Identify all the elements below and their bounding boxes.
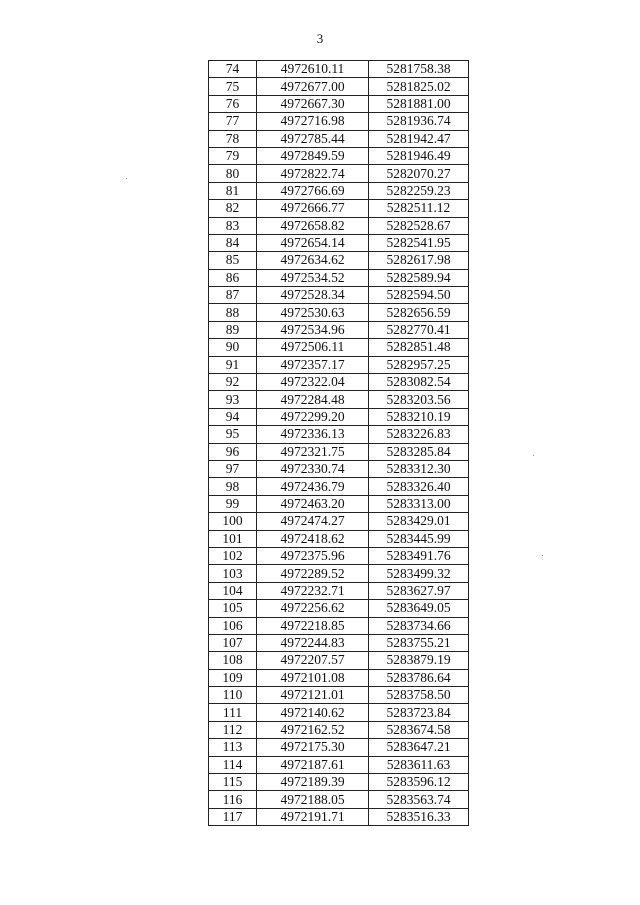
point-number-cell: 76 <box>209 95 257 112</box>
x-coordinate-cell: 4972330.74 <box>257 460 369 477</box>
scan-speck <box>533 455 534 456</box>
y-coordinate-cell: 5283611.63 <box>369 756 469 773</box>
table-row <box>209 721 469 738</box>
point-number-cell: 92 <box>209 374 257 391</box>
point-number-cell: 78 <box>209 130 257 147</box>
table-row <box>209 61 469 78</box>
x-coordinate-cell: 4972256.62 <box>257 600 369 617</box>
y-coordinate-cell: 5282070.27 <box>369 165 469 182</box>
x-coordinate-cell: 4972299.20 <box>257 408 369 425</box>
table-row <box>209 356 469 373</box>
point-number-cell: 95 <box>209 426 257 443</box>
page-number: 3 <box>316 31 324 46</box>
table-row <box>209 791 469 808</box>
point-number-cell: 84 <box>209 234 257 251</box>
y-coordinate-cell: 5283879.19 <box>369 652 469 669</box>
table-row <box>209 652 469 669</box>
y-coordinate-cell: 5283649.05 <box>369 600 469 617</box>
x-coordinate-cell: 4972436.79 <box>257 478 369 495</box>
point-number-cell: 102 <box>209 547 257 564</box>
y-coordinate-cell: 5283203.56 <box>369 391 469 408</box>
scan-speck <box>542 555 543 556</box>
table-row <box>209 756 469 773</box>
coordinates-table-body <box>209 61 469 826</box>
table-row <box>209 669 469 686</box>
y-coordinate-cell: 5282541.95 <box>369 234 469 251</box>
y-coordinate-cell: 5283647.21 <box>369 739 469 756</box>
point-number-cell: 86 <box>209 269 257 286</box>
x-coordinate-cell: 4972244.83 <box>257 634 369 651</box>
y-coordinate-cell: 5283758.50 <box>369 687 469 704</box>
point-number-cell: 74 <box>209 61 257 78</box>
y-coordinate-cell: 5282594.50 <box>369 287 469 304</box>
y-coordinate-cell: 5283326.40 <box>369 478 469 495</box>
table-row <box>209 443 469 460</box>
table-row <box>209 600 469 617</box>
x-coordinate-cell: 4972357.17 <box>257 356 369 373</box>
table-row <box>209 95 469 112</box>
table-row <box>209 582 469 599</box>
y-coordinate-cell: 5282617.98 <box>369 252 469 269</box>
table-row <box>209 217 469 234</box>
y-coordinate-cell: 5283723.84 <box>369 704 469 721</box>
table-row <box>209 200 469 217</box>
x-coordinate-cell: 4972207.57 <box>257 652 369 669</box>
x-coordinate-cell: 4972654.14 <box>257 234 369 251</box>
y-coordinate-cell: 5281942.47 <box>369 130 469 147</box>
x-coordinate-cell: 4972189.39 <box>257 774 369 791</box>
table-row <box>209 634 469 651</box>
point-number-cell: 115 <box>209 774 257 791</box>
x-coordinate-cell: 4972716.98 <box>257 113 369 130</box>
x-coordinate-cell: 4972849.59 <box>257 147 369 164</box>
point-number-cell: 110 <box>209 687 257 704</box>
point-number-cell: 75 <box>209 78 257 95</box>
table-row <box>209 565 469 582</box>
point-number-cell: 99 <box>209 495 257 512</box>
table-row <box>209 808 469 825</box>
table-row <box>209 704 469 721</box>
x-coordinate-cell: 4972162.52 <box>257 721 369 738</box>
table-row <box>209 321 469 338</box>
y-coordinate-cell: 5282589.94 <box>369 269 469 286</box>
point-number-cell: 97 <box>209 460 257 477</box>
point-number-cell: 80 <box>209 165 257 182</box>
y-coordinate-cell: 5283734.66 <box>369 617 469 634</box>
table-row <box>209 774 469 791</box>
x-coordinate-cell: 4972121.01 <box>257 687 369 704</box>
point-number-cell: 98 <box>209 478 257 495</box>
x-coordinate-cell: 4972289.52 <box>257 565 369 582</box>
table-row <box>209 739 469 756</box>
y-coordinate-cell: 5283499.32 <box>369 565 469 582</box>
table-row <box>209 304 469 321</box>
y-coordinate-cell: 5281946.49 <box>369 147 469 164</box>
y-coordinate-cell: 5281758.38 <box>369 61 469 78</box>
point-number-cell: 113 <box>209 739 257 756</box>
y-coordinate-cell: 5282770.41 <box>369 321 469 338</box>
y-coordinate-cell: 5283596.12 <box>369 774 469 791</box>
x-coordinate-cell: 4972530.63 <box>257 304 369 321</box>
point-number-cell: 89 <box>209 321 257 338</box>
point-number-cell: 87 <box>209 287 257 304</box>
table-row <box>209 687 469 704</box>
y-coordinate-cell: 5282511.12 <box>369 200 469 217</box>
point-number-cell: 88 <box>209 304 257 321</box>
x-coordinate-cell: 4972175.30 <box>257 739 369 756</box>
scan-speck <box>126 178 127 179</box>
table-row <box>209 339 469 356</box>
table-row <box>209 165 469 182</box>
x-coordinate-cell: 4972534.96 <box>257 321 369 338</box>
point-number-cell: 101 <box>209 530 257 547</box>
y-coordinate-cell: 5283516.33 <box>369 808 469 825</box>
y-coordinate-cell: 5283313.00 <box>369 495 469 512</box>
point-number-cell: 108 <box>209 652 257 669</box>
x-coordinate-cell: 4972375.96 <box>257 547 369 564</box>
x-coordinate-cell: 4972188.05 <box>257 791 369 808</box>
x-coordinate-cell: 4972658.82 <box>257 217 369 234</box>
y-coordinate-cell: 5283429.01 <box>369 513 469 530</box>
x-coordinate-cell: 4972463.20 <box>257 495 369 512</box>
y-coordinate-cell: 5283627.97 <box>369 582 469 599</box>
point-number-cell: 81 <box>209 182 257 199</box>
x-coordinate-cell: 4972634.62 <box>257 252 369 269</box>
x-coordinate-cell: 4972677.00 <box>257 78 369 95</box>
point-number-cell: 117 <box>209 808 257 825</box>
point-number-cell: 104 <box>209 582 257 599</box>
table-row <box>209 234 469 251</box>
table-row <box>209 530 469 547</box>
y-coordinate-cell: 5281825.02 <box>369 78 469 95</box>
point-number-cell: 114 <box>209 756 257 773</box>
table-row <box>209 391 469 408</box>
table-row <box>209 617 469 634</box>
point-number-cell: 100 <box>209 513 257 530</box>
table-row <box>209 513 469 530</box>
x-coordinate-cell: 4972474.27 <box>257 513 369 530</box>
y-coordinate-cell: 5282656.59 <box>369 304 469 321</box>
x-coordinate-cell: 4972232.71 <box>257 582 369 599</box>
table-row <box>209 182 469 199</box>
point-number-cell: 85 <box>209 252 257 269</box>
point-number-cell: 83 <box>209 217 257 234</box>
y-coordinate-cell: 5283082.54 <box>369 374 469 391</box>
table-row <box>209 113 469 130</box>
y-coordinate-cell: 5283563.74 <box>369 791 469 808</box>
x-coordinate-cell: 4972666.77 <box>257 200 369 217</box>
x-coordinate-cell: 4972506.11 <box>257 339 369 356</box>
table-row <box>209 374 469 391</box>
y-coordinate-cell: 5283226.83 <box>369 426 469 443</box>
y-coordinate-cell: 5283674.58 <box>369 721 469 738</box>
point-number-cell: 116 <box>209 791 257 808</box>
x-coordinate-cell: 4972785.44 <box>257 130 369 147</box>
y-coordinate-cell: 5282528.67 <box>369 217 469 234</box>
point-number-cell: 82 <box>209 200 257 217</box>
y-coordinate-cell: 5283285.84 <box>369 443 469 460</box>
y-coordinate-cell: 5283786.64 <box>369 669 469 686</box>
table-row <box>209 478 469 495</box>
point-number-cell: 111 <box>209 704 257 721</box>
table-row <box>209 78 469 95</box>
table-row <box>209 147 469 164</box>
x-coordinate-cell: 4972528.34 <box>257 287 369 304</box>
table-row <box>209 130 469 147</box>
y-coordinate-cell: 5283312.30 <box>369 460 469 477</box>
table-row <box>209 287 469 304</box>
x-coordinate-cell: 4972191.71 <box>257 808 369 825</box>
x-coordinate-cell: 4972822.74 <box>257 165 369 182</box>
x-coordinate-cell: 4972101.08 <box>257 669 369 686</box>
y-coordinate-cell: 5282957.25 <box>369 356 469 373</box>
table-row <box>209 426 469 443</box>
table-row <box>209 252 469 269</box>
y-coordinate-cell: 5283491.76 <box>369 547 469 564</box>
point-number-cell: 91 <box>209 356 257 373</box>
point-number-cell: 109 <box>209 669 257 686</box>
y-coordinate-cell: 5283755.21 <box>369 634 469 651</box>
point-number-cell: 96 <box>209 443 257 460</box>
table-row <box>209 495 469 512</box>
point-number-cell: 90 <box>209 339 257 356</box>
point-number-cell: 112 <box>209 721 257 738</box>
x-coordinate-cell: 4972322.04 <box>257 374 369 391</box>
point-number-cell: 79 <box>209 147 257 164</box>
x-coordinate-cell: 4972667.30 <box>257 95 369 112</box>
point-number-cell: 107 <box>209 634 257 651</box>
point-number-cell: 103 <box>209 565 257 582</box>
table-row <box>209 547 469 564</box>
x-coordinate-cell: 4972534.52 <box>257 269 369 286</box>
x-coordinate-cell: 4972418.62 <box>257 530 369 547</box>
point-number-cell: 77 <box>209 113 257 130</box>
x-coordinate-cell: 4972336.13 <box>257 426 369 443</box>
y-coordinate-cell: 5281936.74 <box>369 113 469 130</box>
y-coordinate-cell: 5281881.00 <box>369 95 469 112</box>
y-coordinate-cell: 5283445.99 <box>369 530 469 547</box>
x-coordinate-cell: 4972610.11 <box>257 61 369 78</box>
y-coordinate-cell: 5282851.48 <box>369 339 469 356</box>
point-number-cell: 106 <box>209 617 257 634</box>
x-coordinate-cell: 4972321.75 <box>257 443 369 460</box>
x-coordinate-cell: 4972284.48 <box>257 391 369 408</box>
x-coordinate-cell: 4972187.61 <box>257 756 369 773</box>
y-coordinate-cell: 5282259.23 <box>369 182 469 199</box>
y-coordinate-cell: 5283210.19 <box>369 408 469 425</box>
point-number-cell: 93 <box>209 391 257 408</box>
x-coordinate-cell: 4972218.85 <box>257 617 369 634</box>
point-number-cell: 94 <box>209 408 257 425</box>
table-row <box>209 460 469 477</box>
x-coordinate-cell: 4972766.69 <box>257 182 369 199</box>
table-row <box>209 408 469 425</box>
coordinates-table <box>208 60 469 826</box>
x-coordinate-cell: 4972140.62 <box>257 704 369 721</box>
table-row <box>209 269 469 286</box>
point-number-cell: 105 <box>209 600 257 617</box>
